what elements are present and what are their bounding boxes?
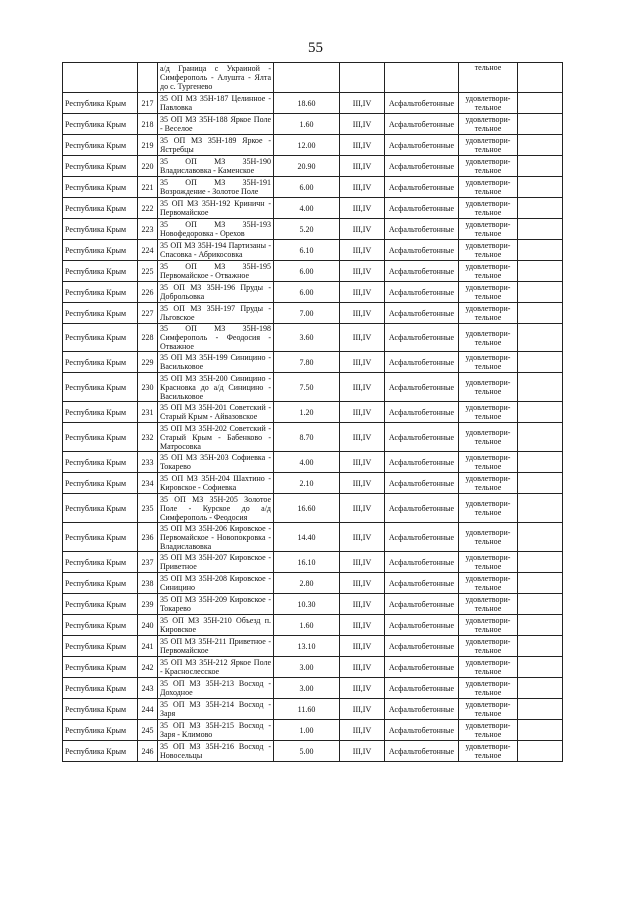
cell-extra [518,402,563,423]
cell-region: Республика Крым [63,720,138,741]
cell-number: 222 [138,198,158,219]
cell-extra [518,261,563,282]
table-row [63,552,563,573]
cell-number [138,63,158,93]
cell-number: 226 [138,282,158,303]
cell-road-name: 35 ОП МЗ 35Н-215 Восход - Заря - Климово [158,720,274,741]
cell-category: III,IV [340,114,385,135]
cell-state: удовлетвори-тельное [459,452,518,473]
cell-extra [518,219,563,240]
cell-region: Республика Крым [63,93,138,114]
cell-surface: Асфальтобетонные [385,552,459,573]
cell-length: 6.00 [274,261,340,282]
cell-surface: Асфальтобетонные [385,219,459,240]
cell-category: III,IV [340,552,385,573]
cell-number: 239 [138,594,158,615]
cell-extra [518,324,563,352]
cell-number: 243 [138,678,158,699]
cell-length: 8.70 [274,423,340,452]
cell-state: удовлетвори-тельное [459,324,518,352]
cell-state: удовлетвори-тельное [459,373,518,402]
cell-state: удовлетвори-тельное [459,282,518,303]
cell-region: Республика Крым [63,636,138,657]
cell-category: III,IV [340,423,385,452]
table-row [63,324,563,352]
table-row [63,219,563,240]
cell-number: 220 [138,156,158,177]
cell-surface: Асфальтобетонные [385,198,459,219]
cell-region: Республика Крым [63,452,138,473]
cell-road-name: а/д Граница с Украиной - Симферополь - Алушта - Ялта до с. Тургенево [158,63,274,93]
cell-category: III,IV [340,219,385,240]
cell-region: Республика Крым [63,373,138,402]
cell-surface: Асфальтобетонные [385,699,459,720]
cell-road-name: 35 ОП МЗ 35Н-190 Владиславовка - Каменское [158,156,274,177]
table-row [63,523,563,552]
cell-state: удовлетвори-тельное [459,219,518,240]
cell-region: Республика Крым [63,114,138,135]
cell-number: 229 [138,352,158,373]
cell-road-name: 35 ОП МЗ 35Н-204 Шахтино - Кировское - Софиевка [158,473,274,494]
table-row [63,594,563,615]
table-row [63,156,563,177]
cell-region: Республика Крым [63,552,138,573]
cell-road-name: 35 ОП МЗ 35Н-216 Восход - Новосельцы [158,741,274,762]
cell-region: Республика Крым [63,135,138,156]
cell-road-name: 35 ОП МЗ 35Н-195 Первомайское - Отважное [158,261,274,282]
table-row [63,615,563,636]
cell-number: 218 [138,114,158,135]
cell-state: удовлетвори-тельное [459,198,518,219]
cell-category: III,IV [340,324,385,352]
cell-extra [518,93,563,114]
cell-region: Республика Крым [63,615,138,636]
cell-category [340,63,385,93]
cell-surface: Асфальтобетонные [385,473,459,494]
cell-road-name: 35 ОП МЗ 35Н-203 Софиевка - Токарево [158,452,274,473]
cell-state: удовлетвори-тельное [459,741,518,762]
cell-surface: Асфальтобетонные [385,135,459,156]
cell-surface: Асфальтобетонные [385,452,459,473]
cell-length: 7.80 [274,352,340,373]
cell-state: удовлетвори-тельное [459,573,518,594]
cell-category: III,IV [340,573,385,594]
cell-region: Республика Крым [63,699,138,720]
table-row [63,699,563,720]
cell-length: 7.00 [274,303,340,324]
cell-extra [518,573,563,594]
cell-category: III,IV [340,636,385,657]
cell-surface: Асфальтобетонные [385,594,459,615]
cell-road-name: 35 ОП МЗ 35Н-205 Золотое Поле - Курское до а/д Симферополь - Феодосия [158,494,274,523]
cell-region: Республика Крым [63,523,138,552]
cell-surface: Асфальтобетонные [385,741,459,762]
cell-category: III,IV [340,452,385,473]
cell-road-name: 35 ОП МЗ 35Н-188 Яркое Поле - Веселое [158,114,274,135]
cell-number: 246 [138,741,158,762]
cell-road-name: 35 ОП МЗ 35Н-212 Яркое Поле - Краснослесское [158,657,274,678]
cell-category: III,IV [340,741,385,762]
cell-region: Республика Крым [63,423,138,452]
table-row [63,114,563,135]
cell-region: Республика Крым [63,678,138,699]
table-row [63,720,563,741]
cell-surface: Асфальтобетонные [385,373,459,402]
cell-road-name: 35 ОП МЗ 35Н-214 Восход - Заря [158,699,274,720]
cell-state: удовлетвори-тельное [459,552,518,573]
cell-surface: Асфальтобетонные [385,324,459,352]
cell-region: Республика Крым [63,303,138,324]
cell-category: III,IV [340,282,385,303]
cell-number: 237 [138,552,158,573]
cell-extra [518,552,563,573]
cell-surface: Асфальтобетонные [385,678,459,699]
cell-road-name: 35 ОП МЗ 35Н-200 Синицино - Красновка до а/д Синицино - Васильковое [158,373,274,402]
cell-surface: Асфальтобетонные [385,720,459,741]
cell-road-name: 35 ОП МЗ 35Н-194 Партизаны - Спасовка - Абрикосовка [158,240,274,261]
cell-road-name: 35 ОП МЗ 35Н-201 Советский - Старый Крым - Айвазовское [158,402,274,423]
cell-length: 20.90 [274,156,340,177]
cell-surface: Асфальтобетонные [385,303,459,324]
cell-length: 11.60 [274,699,340,720]
table-row [63,177,563,198]
cell-extra [518,473,563,494]
cell-number: 240 [138,615,158,636]
cell-number: 235 [138,494,158,523]
cell-extra [518,523,563,552]
cell-length: 16.10 [274,552,340,573]
cell-road-name: 35 ОП МЗ 35Н-193 Новофедоровка - Орехов [158,219,274,240]
cell-surface: Асфальтобетонные [385,261,459,282]
cell-length: 6.00 [274,177,340,198]
cell-extra [518,63,563,93]
cell-region: Республика Крым [63,324,138,352]
cell-region: Республика Крым [63,177,138,198]
table-row [63,282,563,303]
cell-extra [518,615,563,636]
cell-category: III,IV [340,135,385,156]
cell-number: 217 [138,93,158,114]
cell-surface: Асфальтобетонные [385,240,459,261]
table-row [63,402,563,423]
cell-region: Республика Крым [63,594,138,615]
table-row-continuation [63,63,563,93]
cell-region: Республика Крым [63,494,138,523]
cell-length: 13.10 [274,636,340,657]
table-row [63,636,563,657]
table-row [63,93,563,114]
cell-extra [518,594,563,615]
cell-extra [518,423,563,452]
cell-extra [518,636,563,657]
cell-region: Республика Крым [63,402,138,423]
cell-road-name: 35 ОП МЗ 35Н-206 Кировское - Первомайское - Новопокровка - Владиславовка [158,523,274,552]
cell-state: удовлетвори-тельное [459,473,518,494]
cell-category: III,IV [340,240,385,261]
table-row [63,303,563,324]
cell-number: 241 [138,636,158,657]
cell-region: Республика Крым [63,156,138,177]
cell-state: удовлетвори-тельное [459,523,518,552]
cell-extra [518,282,563,303]
cell-state: удовлетвори-тельное [459,352,518,373]
cell-length: 1.00 [274,720,340,741]
cell-surface: Асфальтобетонные [385,615,459,636]
cell-region: Республика Крым [63,741,138,762]
cell-road-name: 35 ОП МЗ 35Н-187 Целинное - Павловка [158,93,274,114]
cell-state: удовлетвори-тельное [459,594,518,615]
table-row [63,678,563,699]
cell-extra [518,741,563,762]
cell-extra [518,494,563,523]
cell-length: 14.40 [274,523,340,552]
cell-extra [518,657,563,678]
cell-surface: Асфальтобетонные [385,282,459,303]
cell-category: III,IV [340,402,385,423]
cell-surface: Асфальтобетонные [385,523,459,552]
table-row [63,452,563,473]
cell-number: 223 [138,219,158,240]
cell-region: Республика Крым [63,473,138,494]
cell-state: удовлетвори-тельное [459,240,518,261]
roads-table-body [63,63,563,762]
table-row [63,240,563,261]
cell-surface: Асфальтобетонные [385,93,459,114]
cell-extra [518,373,563,402]
cell-road-name: 35 ОП МЗ 35Н-197 Пруды - Льговское [158,303,274,324]
cell-state: удовлетвори-тельное [459,657,518,678]
cell-category: III,IV [340,678,385,699]
cell-state: удовлетвори-тельное [459,114,518,135]
cell-category: III,IV [340,261,385,282]
cell-region: Республика Крым [63,573,138,594]
cell-number: 231 [138,402,158,423]
cell-road-name: 35 ОП МЗ 35Н-192 Криничн - Первомайское [158,198,274,219]
cell-number: 230 [138,373,158,402]
cell-length: 7.50 [274,373,340,402]
table-row [63,198,563,219]
cell-state: удовлетвори-тельное [459,678,518,699]
cell-extra [518,114,563,135]
cell-region [63,63,138,93]
cell-surface: Асфальтобетонные [385,657,459,678]
cell-state: удовлетвори-тельное [459,699,518,720]
cell-state: удовлетвори-тельное [459,135,518,156]
cell-number: 225 [138,261,158,282]
cell-category: III,IV [340,523,385,552]
cell-state: удовлетвори-тельное [459,423,518,452]
cell-number: 224 [138,240,158,261]
cell-extra [518,720,563,741]
cell-length: 6.10 [274,240,340,261]
table-row [63,741,563,762]
cell-surface: Асфальтобетонные [385,352,459,373]
cell-length: 5.20 [274,219,340,240]
cell-category: III,IV [340,352,385,373]
cell-category: III,IV [340,720,385,741]
cell-surface: Асфальтобетонные [385,494,459,523]
table-row [63,261,563,282]
cell-region: Республика Крым [63,261,138,282]
cell-extra [518,240,563,261]
cell-region: Республика Крым [63,657,138,678]
cell-road-name: 35 ОП МЗ 35Н-202 Советский - Старый Крым - Бабенково - Матросовка [158,423,274,452]
cell-length: 16.60 [274,494,340,523]
cell-length: 3.60 [274,324,340,352]
cell-state: удовлетвори-тельное [459,93,518,114]
cell-category: III,IV [340,198,385,219]
cell-state: удовлетвори-тельное [459,156,518,177]
cell-road-name: 35 ОП МЗ 35Н-208 Кировское - Синицино [158,573,274,594]
cell-extra [518,352,563,373]
cell-road-name: 35 ОП МЗ 35Н-213 Восход - Доходное [158,678,274,699]
cell-state: удовлетвори-тельное [459,303,518,324]
cell-number: 219 [138,135,158,156]
cell-number: 232 [138,423,158,452]
cell-number: 244 [138,699,158,720]
cell-category: III,IV [340,699,385,720]
cell-category: III,IV [340,93,385,114]
cell-extra [518,452,563,473]
cell-category: III,IV [340,373,385,402]
table-row [63,473,563,494]
cell-number: 236 [138,523,158,552]
cell-state: тельное [459,63,518,93]
cell-category: III,IV [340,177,385,198]
cell-category: III,IV [340,156,385,177]
cell-number: 233 [138,452,158,473]
cell-state: удовлетвори-тельное [459,636,518,657]
cell-length: 3.00 [274,657,340,678]
cell-surface [385,63,459,93]
cell-number: 242 [138,657,158,678]
cell-road-name: 35 ОП МЗ 35Н-196 Пруды - Доброльовка [158,282,274,303]
cell-state: удовлетвори-тельное [459,720,518,741]
cell-region: Республика Крым [63,352,138,373]
cell-number: 238 [138,573,158,594]
cell-length: 12.00 [274,135,340,156]
cell-length: 2.80 [274,573,340,594]
cell-state: удовлетвори-тельное [459,615,518,636]
cell-category: III,IV [340,473,385,494]
cell-road-name: 35 ОП МЗ 35Н-209 Кировское - Токарево [158,594,274,615]
cell-road-name: 35 ОП МЗ 35Н-191 Возрождение - Золотое Поле [158,177,274,198]
cell-region: Республика Крым [63,240,138,261]
cell-length: 4.00 [274,198,340,219]
cell-state: удовлетвори-тельное [459,177,518,198]
cell-number: 227 [138,303,158,324]
cell-extra [518,177,563,198]
cell-extra [518,303,563,324]
cell-state: удовлетвори-тельное [459,261,518,282]
cell-extra [518,135,563,156]
cell-number: 234 [138,473,158,494]
cell-category: III,IV [340,303,385,324]
cell-region: Республика Крым [63,198,138,219]
table-row [63,573,563,594]
table-row [63,494,563,523]
table-row [63,373,563,402]
cell-surface: Асфальтобетонные [385,573,459,594]
table-row [63,657,563,678]
cell-length: 4.00 [274,452,340,473]
cell-length: 6.00 [274,282,340,303]
cell-category: III,IV [340,615,385,636]
cell-state: удовлетвори-тельное [459,402,518,423]
cell-extra [518,156,563,177]
cell-surface: Асфальтобетонные [385,402,459,423]
cell-category: III,IV [340,594,385,615]
table-row [63,352,563,373]
cell-road-name: 35 ОП МЗ 35Н-198 Симферополь - Феодосия - Отважное [158,324,274,352]
cell-surface: Асфальтобетонные [385,114,459,135]
cell-length: 5.00 [274,741,340,762]
cell-extra [518,699,563,720]
cell-surface: Асфальтобетонные [385,423,459,452]
cell-road-name: 35 ОП МЗ 35Н-211 Приветное - Первомайское [158,636,274,657]
cell-road-name: 35 ОП МЗ 35Н-210 Объезд п. Кировское [158,615,274,636]
cell-surface: Асфальтобетонные [385,177,459,198]
cell-length: 3.00 [274,678,340,699]
cell-length: 1.60 [274,615,340,636]
cell-region: Республика Крым [63,219,138,240]
table-row [63,423,563,452]
cell-surface: Асфальтобетонные [385,156,459,177]
cell-category: III,IV [340,494,385,523]
cell-length [274,63,340,93]
cell-category: III,IV [340,657,385,678]
cell-region: Республика Крым [63,282,138,303]
page-number: 55 [308,40,323,56]
cell-road-name: 35 ОП МЗ 35Н-189 Яркое - Ястребцы [158,135,274,156]
cell-number: 221 [138,177,158,198]
cell-length: 10.30 [274,594,340,615]
cell-road-name: 35 ОП МЗ 35Н-207 Кировское - Приветное [158,552,274,573]
cell-length: 1.20 [274,402,340,423]
roads-table [62,62,563,762]
cell-number: 245 [138,720,158,741]
cell-extra [518,198,563,219]
cell-number: 228 [138,324,158,352]
cell-length: 2.10 [274,473,340,494]
cell-surface: Асфальтобетонные [385,636,459,657]
cell-extra [518,678,563,699]
cell-length: 18.60 [274,93,340,114]
table-row [63,135,563,156]
cell-road-name: 35 ОП МЗ 35Н-199 Синицино - Васильковое [158,352,274,373]
cell-length: 1.60 [274,114,340,135]
cell-state: удовлетвори-тельное [459,494,518,523]
